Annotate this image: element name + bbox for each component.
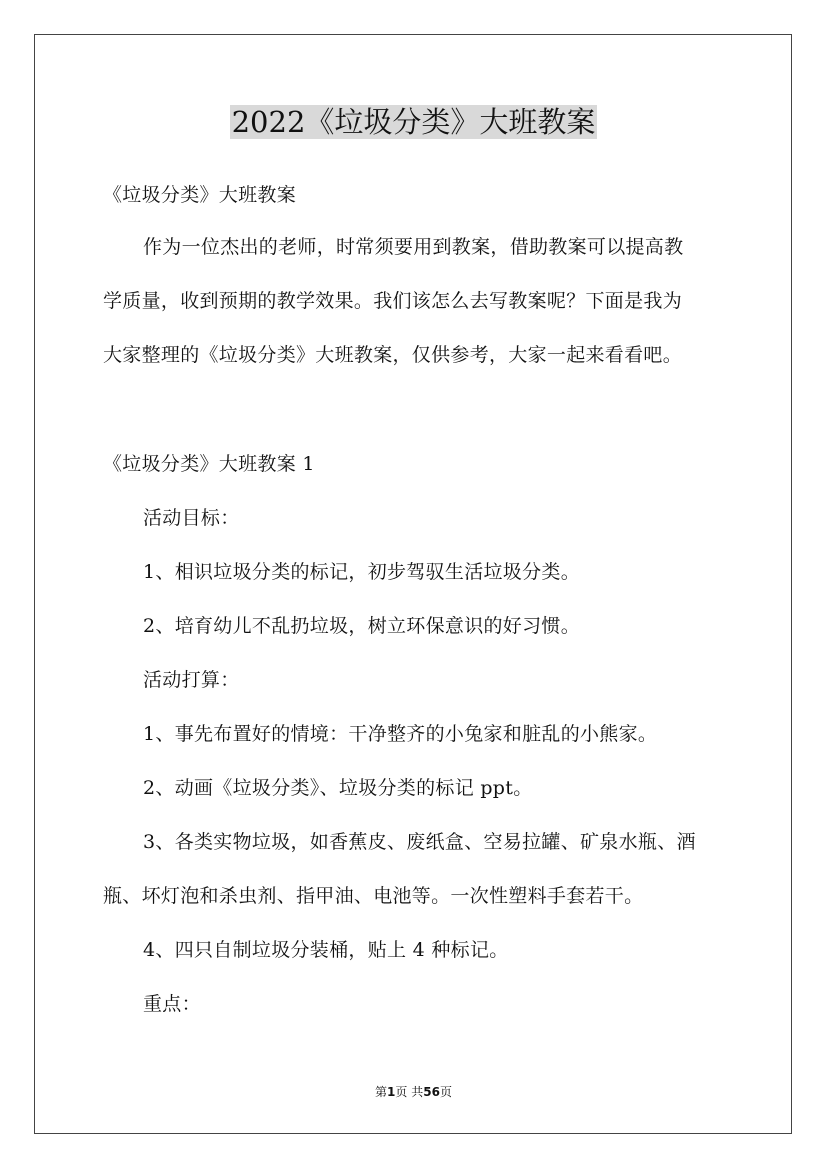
document-title-text: 2022《垃圾分类》大班教案 xyxy=(231,105,596,139)
section-heading: 《垃圾分类》大班教案 1 xyxy=(103,453,315,475)
intro-line-1: 作为一位杰出的老师，时常须要用到教案，借助教案可以提高教 xyxy=(143,236,684,258)
footer-page-suffix: 页 xyxy=(439,1085,452,1099)
footer-page-prefix: 第 xyxy=(375,1085,388,1099)
footer-total-pages: 56 xyxy=(423,1085,440,1099)
key-heading: 重点： xyxy=(143,993,201,1015)
goal-item-2: 2、培育幼儿不乱扔垃圾，树立环保意识的好习惯。 xyxy=(143,615,580,637)
prep-item-3-line-1: 3、各类实物垃圾，如香蕉皮、废纸盒、空易拉罐、矿泉水瓶、酒 xyxy=(143,831,696,853)
goal-item-1: 1、相识垃圾分类的标记，初步驾驭生活垃圾分类。 xyxy=(143,561,580,583)
prep-item-2: 2、动画《垃圾分类》、垃圾分类的标记 ppt。 xyxy=(143,777,533,799)
prep-item-1: 1、事先布置好的情境：干净整齐的小兔家和脏乱的小熊家。 xyxy=(143,723,658,745)
document-subtitle: 《垃圾分类》大班教案 xyxy=(103,184,297,206)
goals-heading: 活动目标： xyxy=(143,507,240,529)
prep-heading: 活动打算： xyxy=(143,669,240,691)
footer-page-number: 1 xyxy=(387,1085,396,1099)
document-title xyxy=(0,100,827,144)
prep-item-3-line-2: 瓶、坏灯泡和杀虫剂、指甲油、电池等。一次性塑料手套若干。 xyxy=(103,885,644,907)
footer-page-mid: 页 共 xyxy=(395,1085,424,1099)
page-footer xyxy=(0,1083,827,1101)
intro-line-3: 大家整理的《垃圾分类》大班教案，仅供参考，大家一起来看看吧。 xyxy=(103,344,683,366)
intro-line-2: 学质量，收到预期的教学效果。我们该怎么去写教案呢？下面是我为 xyxy=(103,290,683,312)
prep-item-4: 4、四只自制垃圾分装桶，贴上 4 种标记。 xyxy=(143,939,509,961)
